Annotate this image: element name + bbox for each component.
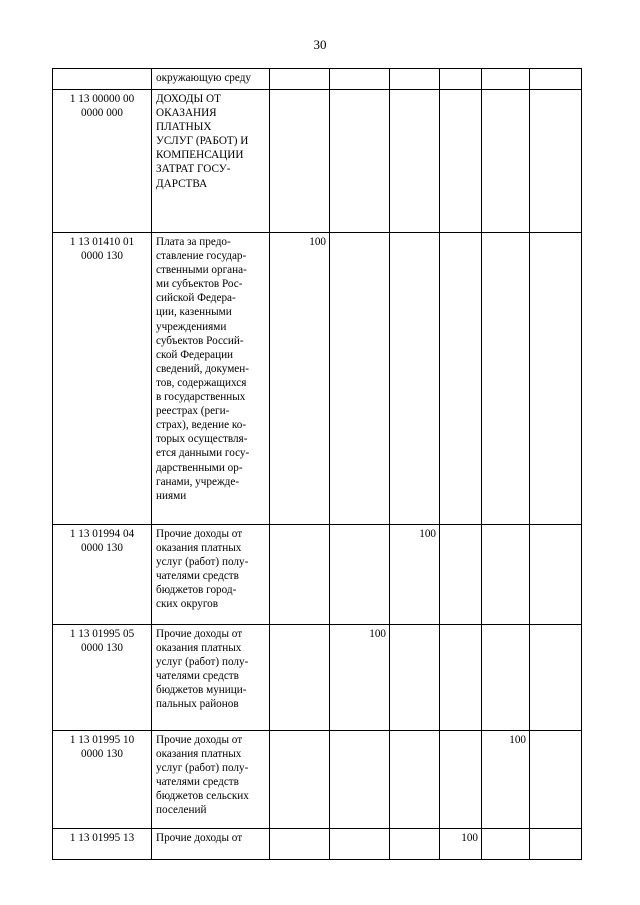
page-number: 30: [313, 37, 327, 52]
revenue-name-line: страх), ведение ко-: [156, 419, 247, 432]
percent-value-cell: [440, 69, 482, 90]
percent-value-cell: [270, 90, 330, 233]
percent-value-cell: [530, 90, 582, 233]
revenue-name-line: Прочие доходы от: [156, 832, 243, 844]
revenue-name-line: ДАРСТВА: [156, 177, 208, 190]
revenue-name-line: УСЛУГ (РАБОТ) И: [156, 135, 249, 148]
percent-value-cell: [270, 625, 330, 731]
percent-value-cell: 100: [270, 233, 330, 525]
percent-value-cell: [270, 525, 330, 625]
budget-code-cell: [53, 829, 152, 860]
revenue-name-line: сведений, докумен-: [156, 362, 249, 375]
percent-value-cell: [390, 625, 440, 731]
percent-value-cell: [482, 625, 530, 731]
revenue-name-line: чателями средств: [156, 776, 239, 789]
percent-value-cell: [530, 731, 582, 829]
percent-value-cell: [530, 829, 582, 860]
revenue-name-line: оказания платных: [156, 542, 242, 555]
percent-value-cell: [390, 731, 440, 829]
revenue-name-line: бюджетов муници-: [156, 684, 247, 697]
revenue-name-line: ставление государ-: [156, 250, 247, 263]
budget-code-cell: [53, 625, 152, 731]
budget-code-line: 0000 130: [81, 542, 123, 555]
percent-value-cell: [330, 233, 390, 525]
budget-code-line: 1 13 01995 13: [69, 832, 135, 844]
percent-value-cell: 100: [330, 625, 390, 731]
budget-code-cell: [53, 69, 152, 90]
budget-code-line: 1 13 01995 10: [69, 734, 135, 746]
percent-value-cell: [482, 90, 530, 233]
revenue-name-line: ганами, учрежде-: [156, 475, 240, 488]
percent-value-cell: [440, 90, 482, 233]
percent-value-cell: [440, 625, 482, 731]
revenue-name-line: Прочие доходы от: [156, 528, 243, 540]
table-row: [53, 625, 582, 731]
revenue-name-line: Плата за предо-: [156, 236, 231, 248]
percent-value-cell: 100: [482, 731, 530, 829]
revenue-name-cell: [152, 625, 270, 731]
revenue-name-line: Прочие доходы от: [156, 734, 243, 746]
revenue-name-line: ции, казенными: [156, 306, 232, 319]
revenue-name-line: услуг (работ) полу-: [156, 656, 249, 669]
budget-code-cell: [53, 233, 152, 525]
revenue-name-cell: [152, 525, 270, 625]
revenue-name-line: ниями: [156, 489, 187, 502]
percent-value-cell: [440, 731, 482, 829]
revenue-name-line: ДОХОДЫ ОТ: [156, 93, 221, 105]
revenue-name-line: тов, содержащихся: [156, 376, 247, 389]
revenue-name-line: окружающую среду: [156, 72, 252, 84]
percent-value-cell: [330, 829, 390, 860]
revenue-name-line: ПЛАТНЫХ: [156, 121, 212, 134]
budget-code-cell: [53, 90, 152, 233]
revenue-name-line: реестрах (реги-: [156, 405, 230, 418]
budget-code-line: 1 13 00000 00: [69, 93, 135, 105]
table-row: [53, 233, 582, 525]
percent-value-cell: 100: [390, 525, 440, 625]
percent-value-cell: [330, 525, 390, 625]
budget-code-line: 0000 130: [81, 642, 123, 655]
revenue-name-line: услуг (работ) полу-: [156, 556, 249, 569]
revenue-name-cell: [152, 829, 270, 860]
budget-code-line: 0000 130: [81, 748, 123, 761]
percent-value-cell: [482, 829, 530, 860]
percent-value-cell: [482, 69, 530, 90]
percent-value-cell: [530, 525, 582, 625]
revenue-name-line: Прочие доходы от: [156, 628, 243, 640]
budget-code-line: 0000 000: [81, 107, 123, 120]
percent-value-cell: 100: [440, 829, 482, 860]
revenue-name-cell: [152, 90, 270, 233]
percent-value-cell: [330, 90, 390, 233]
revenue-distribution-table: [52, 68, 582, 860]
percent-value-cell: [270, 731, 330, 829]
revenue-name-cell: [152, 731, 270, 829]
revenue-name-cell: [152, 69, 270, 90]
revenue-name-cell: [152, 233, 270, 525]
revenue-name-line: чателями средств: [156, 570, 239, 583]
table-row: [53, 731, 582, 829]
revenue-name-line: субъектов Россий-: [156, 334, 244, 347]
revenue-name-line: КОМПЕНСАЦИИ: [156, 149, 244, 162]
percent-value-cell: [330, 731, 390, 829]
revenue-name-line: сийской Федера-: [156, 292, 236, 305]
revenue-name-line: дарственными ор-: [156, 461, 243, 474]
table-row: [53, 69, 582, 90]
revenue-name-line: ских округов: [156, 598, 219, 611]
percent-value-cell: [390, 233, 440, 525]
budget-code-line: 1 13 01995 05: [69, 628, 135, 640]
revenue-name-line: чателями средств: [156, 670, 239, 683]
budget-code-line: 1 13 01410 01: [69, 236, 135, 248]
budget-code-cell: [53, 731, 152, 829]
budget-code-line: 1 13 01994 04: [69, 528, 135, 540]
percent-value-cell: [270, 69, 330, 90]
percent-value-cell: [330, 69, 390, 90]
percent-value-cell: [530, 625, 582, 731]
table-row: [53, 90, 582, 233]
percent-value-cell: [390, 69, 440, 90]
revenue-name-line: пальных районов: [156, 698, 239, 711]
table-body: [53, 69, 582, 860]
percent-value-cell: [440, 233, 482, 525]
revenue-name-line: оказания платных: [156, 748, 242, 761]
percent-value-cell: [530, 233, 582, 525]
percent-value-cell: [390, 829, 440, 860]
percent-value-cell: [530, 69, 582, 90]
revenue-name-line: ми субъектов Рос-: [156, 278, 243, 291]
revenue-name-line: торых осуществля-: [156, 433, 248, 446]
revenue-name-line: ЗАТРАТ ГОСУ-: [156, 163, 231, 176]
budget-code-line: 0000 130: [81, 250, 123, 263]
revenue-name-line: ется данными госу-: [156, 447, 250, 460]
revenue-name-line: оказания платных: [156, 642, 242, 655]
table-row: [53, 829, 582, 860]
revenue-name-line: услуг (работ) полу-: [156, 762, 249, 775]
revenue-name-line: ственными органа-: [156, 264, 247, 277]
revenue-name-line: ской Федерации: [156, 348, 234, 361]
percent-value-cell: [440, 525, 482, 625]
revenue-name-line: учреждениями: [156, 320, 227, 333]
revenue-name-line: бюджетов город-: [156, 584, 237, 597]
revenue-name-line: в государственных: [156, 391, 246, 404]
revenue-name-line: бюджетов сельских: [156, 790, 249, 803]
table-row: [53, 525, 582, 625]
revenue-name-line: поселений: [156, 804, 207, 817]
percent-value-cell: [390, 90, 440, 233]
revenue-name-line: ОКАЗАНИЯ: [156, 107, 217, 120]
budget-code-cell: [53, 525, 152, 625]
percent-value-cell: [270, 829, 330, 860]
percent-value-cell: [482, 233, 530, 525]
percent-value-cell: [482, 525, 530, 625]
